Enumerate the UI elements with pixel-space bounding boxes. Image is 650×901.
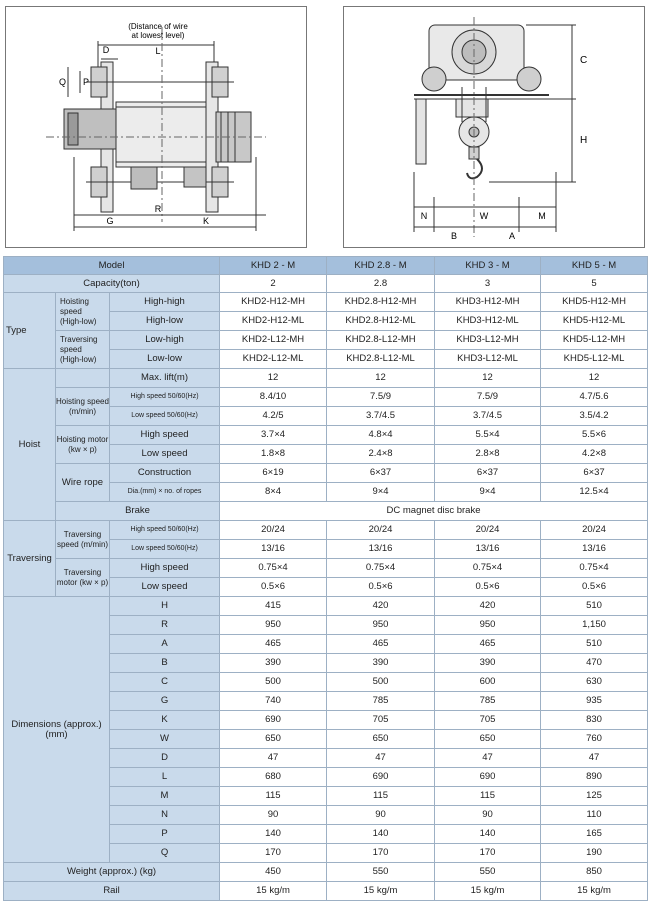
ts-low-label: Low speed 50/60(Hz) bbox=[110, 540, 220, 559]
dim-value: 705 bbox=[435, 711, 541, 730]
row-capacity bbox=[4, 275, 648, 293]
wr-construction-value: 6×37 bbox=[327, 464, 435, 483]
weight-label: Weight (approx.) (kg) bbox=[4, 863, 220, 882]
dim-value: 140 bbox=[220, 825, 327, 844]
dim-label: L bbox=[110, 768, 220, 787]
dim-value: 740 bbox=[220, 692, 327, 711]
hm-low-value: 4.2×8 bbox=[541, 445, 648, 464]
max-lift-value: 12 bbox=[220, 369, 327, 388]
weight-value: 850 bbox=[541, 863, 648, 882]
dim-value: 190 bbox=[541, 844, 648, 863]
type-value: KHD2-H12-MH bbox=[220, 293, 327, 312]
dim-label: B bbox=[110, 654, 220, 673]
tm-high-value: 0.75×4 bbox=[541, 559, 648, 578]
wr-dia-value: 12.5×4 bbox=[541, 483, 648, 502]
dim-value: 830 bbox=[541, 711, 648, 730]
dim-value: 140 bbox=[435, 825, 541, 844]
tm-low-label: Low speed bbox=[110, 578, 220, 597]
type-value: KHD5-L12-MH bbox=[541, 331, 648, 350]
label-H: H bbox=[580, 135, 588, 146]
brake-value: DC magnet disc brake bbox=[220, 502, 648, 521]
row-dim bbox=[4, 597, 648, 616]
hm-low-value: 1.8×8 bbox=[220, 445, 327, 464]
row-brake bbox=[4, 502, 648, 521]
dim-value: 390 bbox=[327, 654, 435, 673]
label-P: P bbox=[83, 77, 90, 87]
hs-low-value: 3.7/4.5 bbox=[327, 407, 435, 426]
capacity-value: 3 bbox=[435, 275, 541, 293]
capacity-value: 2.8 bbox=[327, 275, 435, 293]
row-type-high-high bbox=[4, 293, 648, 312]
type-row-label: Low-high bbox=[110, 331, 220, 350]
dim-value: 680 bbox=[220, 768, 327, 787]
ts-high-label: High speed 50/60(Hz) bbox=[110, 521, 220, 540]
hs-high-value: 7.5/9 bbox=[327, 388, 435, 407]
type-value: KHD2.8-H12-MH bbox=[327, 293, 435, 312]
hs-high-value: 4.7/5.6 bbox=[541, 388, 648, 407]
rail-value: 15 kg/m bbox=[435, 882, 541, 901]
model-name: KHD 2 - M bbox=[220, 257, 327, 275]
dim-label: W bbox=[110, 730, 220, 749]
type-hoisting-speed-sub: (High-low) bbox=[60, 316, 97, 326]
capacity-value: 5 bbox=[541, 275, 648, 293]
ts-high-value: 20/24 bbox=[220, 521, 327, 540]
hoisting-speed-label: Hoisting speed (m/min) bbox=[56, 388, 110, 426]
wr-construction-label: Construction bbox=[110, 464, 220, 483]
dim-value: 650 bbox=[435, 730, 541, 749]
max-lift-value: 12 bbox=[541, 369, 648, 388]
dim-value: 47 bbox=[541, 749, 648, 768]
traversing-motor-label: Traversing motor (kw × p) bbox=[56, 559, 110, 597]
hs-high-value: 7.5/9 bbox=[435, 388, 541, 407]
traversing-speed-label: Traversing speed (m/min) bbox=[56, 521, 110, 559]
tm-low-value: 0.5×6 bbox=[327, 578, 435, 597]
row-rail bbox=[4, 882, 648, 901]
dim-value: 650 bbox=[327, 730, 435, 749]
label-K: K bbox=[202, 216, 210, 226]
type-row-label: High-high bbox=[110, 293, 220, 312]
dim-value: 935 bbox=[541, 692, 648, 711]
hoist-side-svg bbox=[344, 7, 644, 247]
brake-label: Brake bbox=[56, 502, 220, 521]
ts-low-value: 13/16 bbox=[327, 540, 435, 559]
model-name: KHD 5 - M bbox=[541, 257, 648, 275]
wr-dia-value: 9×4 bbox=[327, 483, 435, 502]
dim-value: 500 bbox=[327, 673, 435, 692]
dim-value: 470 bbox=[541, 654, 648, 673]
type-value: KHD3-L12-ML bbox=[435, 350, 541, 369]
type-value: KHD2.8-L12-MH bbox=[327, 331, 435, 350]
hoist-side-drawing bbox=[343, 6, 645, 248]
dim-value: 600 bbox=[435, 673, 541, 692]
ts-low-value: 13/16 bbox=[220, 540, 327, 559]
ts-high-value: 20/24 bbox=[327, 521, 435, 540]
dim-value: 510 bbox=[541, 635, 648, 654]
hm-high-value: 4.8×4 bbox=[327, 426, 435, 445]
row-wire-construction bbox=[4, 464, 648, 483]
dim-value: 510 bbox=[541, 597, 648, 616]
row-hoisting-speed-high bbox=[4, 388, 648, 407]
label-W: W bbox=[479, 211, 489, 221]
hs-low-label: Low speed 50/60(Hz) bbox=[110, 407, 220, 426]
type-traversing-speed: Traversing speed bbox=[60, 334, 98, 354]
label-B: B bbox=[450, 231, 458, 241]
type-value: KHD5-H12-MH bbox=[541, 293, 648, 312]
dim-value: 90 bbox=[220, 806, 327, 825]
hs-high-label: High speed 50/60(Hz) bbox=[110, 388, 220, 407]
type-row-label: High-low bbox=[110, 312, 220, 331]
row-model bbox=[4, 257, 648, 275]
dim-value: 420 bbox=[435, 597, 541, 616]
dim-value: 465 bbox=[327, 635, 435, 654]
label-R: R bbox=[154, 204, 162, 214]
dim-value: 465 bbox=[220, 635, 327, 654]
tm-low-value: 0.5×6 bbox=[220, 578, 327, 597]
model-name: KHD 3 - M bbox=[435, 257, 541, 275]
dim-label: Q bbox=[110, 844, 220, 863]
dim-value: 170 bbox=[327, 844, 435, 863]
hm-high-label: High speed bbox=[110, 426, 220, 445]
max-lift-value: 12 bbox=[327, 369, 435, 388]
dim-value: 170 bbox=[435, 844, 541, 863]
type-label: Type bbox=[4, 293, 56, 369]
label-Q: Q bbox=[59, 77, 67, 87]
tm-low-value: 0.5×6 bbox=[541, 578, 648, 597]
type-value: KHD2-H12-ML bbox=[220, 312, 327, 331]
row-max-lift bbox=[4, 369, 648, 388]
dim-value: 420 bbox=[327, 597, 435, 616]
dimensions-label-line2: (mm) bbox=[45, 728, 68, 740]
label-N: N bbox=[420, 211, 428, 221]
hm-low-value: 2.8×8 bbox=[435, 445, 541, 464]
spacer-cell bbox=[56, 369, 110, 388]
dim-value: 115 bbox=[327, 787, 435, 806]
dim-value: 390 bbox=[220, 654, 327, 673]
dim-value: 110 bbox=[541, 806, 648, 825]
dim-value: 1,150 bbox=[541, 616, 648, 635]
dim-label: G bbox=[110, 692, 220, 711]
dim-value: 785 bbox=[327, 692, 435, 711]
dim-value: 950 bbox=[435, 616, 541, 635]
dim-value: 415 bbox=[220, 597, 327, 616]
row-weight bbox=[4, 863, 648, 882]
weight-value: 550 bbox=[435, 863, 541, 882]
type-value: KHD3-H12-ML bbox=[435, 312, 541, 331]
traversing-label: Traversing bbox=[4, 521, 56, 597]
ts-high-value: 20/24 bbox=[541, 521, 648, 540]
dim-value: 90 bbox=[435, 806, 541, 825]
type-hoisting-speed: Hoisting speed bbox=[60, 296, 89, 316]
rail-value: 15 kg/m bbox=[327, 882, 435, 901]
hm-high-value: 5.5×6 bbox=[541, 426, 648, 445]
label-C: C bbox=[580, 55, 588, 66]
wr-dia-value: 8×4 bbox=[220, 483, 327, 502]
dim-value: 950 bbox=[327, 616, 435, 635]
hs-low-value: 4.2/5 bbox=[220, 407, 327, 426]
hoist-plan-svg bbox=[6, 7, 306, 247]
tm-high-value: 0.75×4 bbox=[435, 559, 541, 578]
label-A: A bbox=[508, 231, 516, 241]
dim-value: 690 bbox=[220, 711, 327, 730]
dim-value: 47 bbox=[220, 749, 327, 768]
max-lift-label: Max. lift(m) bbox=[110, 369, 220, 388]
tm-high-label: High speed bbox=[110, 559, 220, 578]
tm-low-value: 0.5×6 bbox=[435, 578, 541, 597]
max-lift-value: 12 bbox=[435, 369, 541, 388]
dim-value: 950 bbox=[220, 616, 327, 635]
type-value: KHD2.8-H12-ML bbox=[327, 312, 435, 331]
hm-high-value: 3.7×4 bbox=[220, 426, 327, 445]
type-row-label: Low-low bbox=[110, 350, 220, 369]
dim-value: 170 bbox=[220, 844, 327, 863]
row-type-low-high bbox=[4, 331, 648, 350]
dim-value: 47 bbox=[435, 749, 541, 768]
label-D: D bbox=[102, 45, 110, 55]
dim-value: 47 bbox=[327, 749, 435, 768]
dim-value: 630 bbox=[541, 673, 648, 692]
dim-label: N bbox=[110, 806, 220, 825]
dim-label: A bbox=[110, 635, 220, 654]
rail-value: 15 kg/m bbox=[541, 882, 648, 901]
capacity-label: Capacity(ton) bbox=[4, 275, 220, 293]
tm-high-value: 0.75×4 bbox=[327, 559, 435, 578]
wr-construction-value: 6×19 bbox=[220, 464, 327, 483]
capacity-value: 2 bbox=[220, 275, 327, 293]
dim-value: 690 bbox=[327, 768, 435, 787]
weight-value: 450 bbox=[220, 863, 327, 882]
dim-value: 115 bbox=[435, 787, 541, 806]
hm-low-value: 2.4×8 bbox=[327, 445, 435, 464]
dim-label: C bbox=[110, 673, 220, 692]
type-value: KHD2.8-L12-ML bbox=[327, 350, 435, 369]
dim-value: 165 bbox=[541, 825, 648, 844]
wr-dia-value: 9×4 bbox=[435, 483, 541, 502]
hm-high-value: 5.5×4 bbox=[435, 426, 541, 445]
type-value: KHD5-H12-ML bbox=[541, 312, 648, 331]
dim-value: 90 bbox=[327, 806, 435, 825]
model-name: KHD 2.8 - M bbox=[327, 257, 435, 275]
dim-value: 760 bbox=[541, 730, 648, 749]
dim-value: 785 bbox=[435, 692, 541, 711]
hoisting-motor-label: Hoisting motor (kw × p) bbox=[56, 426, 110, 464]
label-L: L bbox=[155, 46, 161, 56]
model-label: Model bbox=[4, 257, 220, 275]
spec-table bbox=[3, 256, 648, 901]
ts-low-value: 13/16 bbox=[541, 540, 648, 559]
dim-value: 125 bbox=[541, 787, 648, 806]
dim-value: 890 bbox=[541, 768, 648, 787]
hs-low-value: 3.7/4.5 bbox=[435, 407, 541, 426]
dimensions-label-cell bbox=[4, 597, 110, 863]
wr-construction-value: 6×37 bbox=[541, 464, 648, 483]
hs-low-value: 3.5/4.2 bbox=[541, 407, 648, 426]
type-traversing-speed-sub: (High-low) bbox=[60, 354, 97, 364]
dim-value: 690 bbox=[435, 768, 541, 787]
dim-label: R bbox=[110, 616, 220, 635]
type-value: KHD3-L12-MH bbox=[435, 331, 541, 350]
type-value: KHD3-H12-MH bbox=[435, 293, 541, 312]
type-value: KHD5-L12-ML bbox=[541, 350, 648, 369]
dim-value: 115 bbox=[220, 787, 327, 806]
type-traversing-speed-cell bbox=[56, 331, 110, 369]
note-line2: at lowest level) bbox=[131, 31, 185, 40]
label-M: M bbox=[538, 211, 546, 221]
dim-value: 465 bbox=[435, 635, 541, 654]
hm-low-label: Low speed bbox=[110, 445, 220, 464]
type-value: KHD2-L12-MH bbox=[220, 331, 327, 350]
dimensions-label-line1: Dimensions (approx.) bbox=[11, 718, 102, 730]
rail-value: 15 kg/m bbox=[220, 882, 327, 901]
hoist-plan-drawing bbox=[5, 6, 307, 248]
hoist-label: Hoist bbox=[4, 369, 56, 521]
dim-value: 390 bbox=[435, 654, 541, 673]
dim-value: 500 bbox=[220, 673, 327, 692]
dim-label: K bbox=[110, 711, 220, 730]
ts-high-value: 20/24 bbox=[435, 521, 541, 540]
note-line1: (Distance of wire bbox=[128, 22, 188, 31]
dim-label: H bbox=[110, 597, 220, 616]
type-value: KHD2-L12-ML bbox=[220, 350, 327, 369]
dim-label: D bbox=[110, 749, 220, 768]
weight-value: 550 bbox=[327, 863, 435, 882]
dim-value: 705 bbox=[327, 711, 435, 730]
ts-low-value: 13/16 bbox=[435, 540, 541, 559]
wr-construction-value: 6×37 bbox=[435, 464, 541, 483]
row-hoisting-motor-high bbox=[4, 426, 648, 445]
tm-high-value: 0.75×4 bbox=[220, 559, 327, 578]
dim-label: P bbox=[110, 825, 220, 844]
dim-value: 140 bbox=[327, 825, 435, 844]
rail-label: Rail bbox=[4, 882, 220, 901]
wire-rope-label: Wire rope bbox=[56, 464, 110, 502]
row-traversing-speed-high bbox=[4, 521, 648, 540]
hs-high-value: 8.4/10 bbox=[220, 388, 327, 407]
row-traversing-motor-high bbox=[4, 559, 648, 578]
type-hoisting-speed-cell bbox=[56, 293, 110, 331]
dim-label: M bbox=[110, 787, 220, 806]
dim-value: 650 bbox=[220, 730, 327, 749]
label-G: G bbox=[106, 216, 114, 226]
wr-dia-label: Dia.(mm) × no. of ropes bbox=[110, 483, 220, 502]
